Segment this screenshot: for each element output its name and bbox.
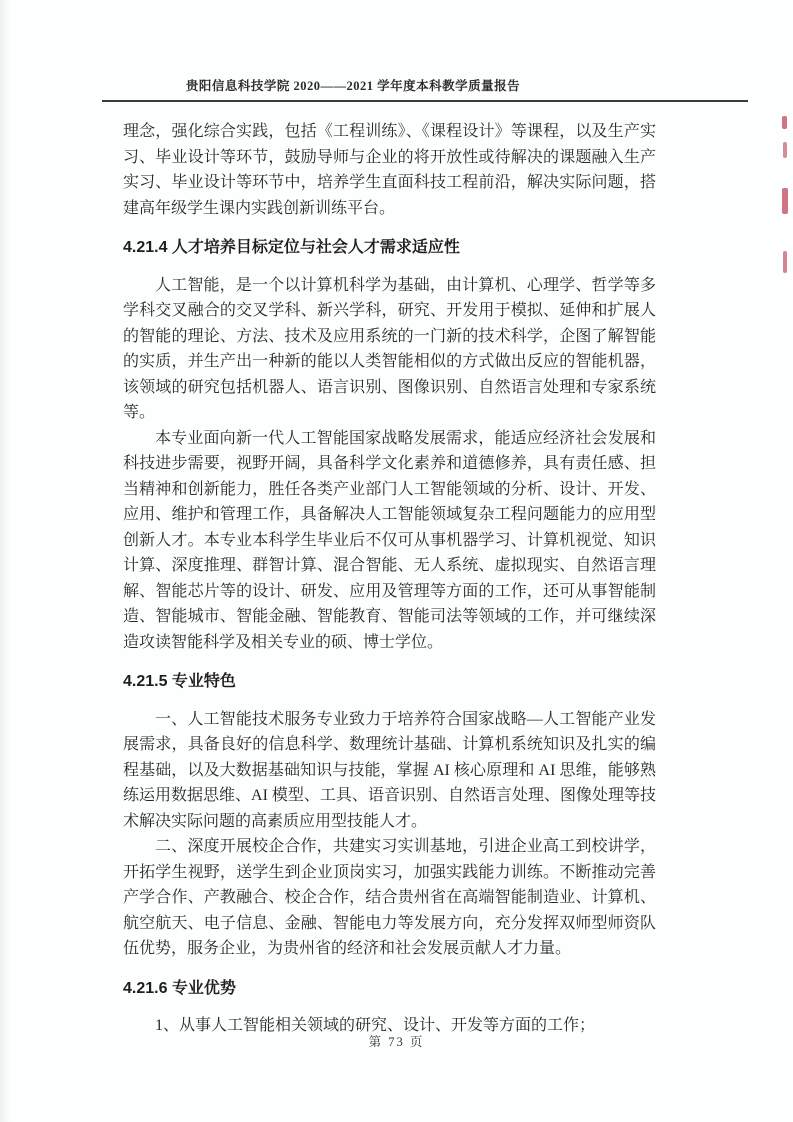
paragraph-specialty-feature-1: 一、人工智能技术服务专业致力于培养符合国家战略—人工智能产业发展需求，具备良好的信息科学、数理统计基础、计算机系统知识及扎实的编程基础，以及大数据基础知识与技能，掌握 AI 核心原理和 AI 思维，能够熟练运用数据思维、AI 模型、工具、语音识别、自然语言处理、图像处理等技术解决实际问题的高素质应用型技能人才。 [123,710,656,830]
paragraph-continuation: 理念，强化综合实践，包括《工程训练》、《课程设计》等课程，以及生产实习、毕业设计等环节，鼓励导师与企业的将开放性或待解决的课题融入生产实习、毕业设计等环节中，培养学生直面科技工程前沿，解决实际问题，搭建高年级学生课内实践创新训练平台。 [123,123,656,217]
section-heading-4-21-5: 4.21.5 专业特色 [123,673,236,690]
red-ink-mark [783,142,787,158]
paragraph-ai-definition: 人工智能，是一个以计算机科学为基础，由计算机、心理学、哲学等多学科交叉融合的交叉学科、新兴学科，研究、开发用于模拟、延伸和扩展人的智能的理论、方法、技术及应用系统的一门新的技术科学，企图了解智能的实质，并生产出一种新的能以人类智能相似的方式做出反应的智能机器，该领域的研究包括机器人、语言识别、图像识别、自然语言处理和专家系统等。 [123,276,656,421]
red-ink-mark [783,251,787,273]
page-number: 第 73 页 [368,1035,425,1049]
page-header-title: 贵阳信息科技学院 2020——2021 学年度本科教学质量报告 [185,79,521,93]
red-ink-mark [782,116,787,129]
red-ink-mark [782,188,788,214]
document-body [123,119,656,1039]
section-heading-4-21-4: 4.21.4 人才培养目标定位与社会人才需求适应性 [123,239,460,256]
section-heading-4-21-6: 4.21.6 专业优势 [123,979,236,997]
paragraph-advantage-1: 1、从事人工智能相关领域的研究、设计、开发等方面的工作； [155,1017,596,1034]
paragraph-program-orientation: 本专业面向新一代人工智能国家战略发展需求，能适应经济社会发展和科技进步需要，视野开阔，具备科学文化素养和道德修养，具有责任感、担当精神和创新能力，胜任各类产业部门人工智能领域的分析、设计、开发、应用、维护和管理工作，具备解决人工智能领域复杂工程问题能力的应用型创新人才。本专业本科学生毕业后不仅可从事机器学习、计算机视觉、知识计算、深度推理、群智计算、混合智能、无人系统、虚拟现实、自然语言理解、智能芯片等的设计、研发、应用及管理等方面的工作，还可从事智能制造、智能城市、智能金融、智能教育、智能司法等领域的工作，并可继续深造攻读智能科学及相关专业的硕、博士学位。 [123,429,656,651]
header-rule [102,100,748,102]
paragraph-specialty-feature-2: 二、深度开展校企合作，共建实习实训基地，引进企业高工到校讲学，开拓学生视野，送学生到企业顶岗实习，加强实践能力训练。不断推动完善产学合作、产教融合、校企合作，结合贵州省在高端智能制造业、计算机、航空航天、电子信息、金融、智能电力等发展方向，充分发挥双师型师资队伍优势，服务企业，为贵州省的经济和社会发展贡献人才力量。 [123,838,656,957]
